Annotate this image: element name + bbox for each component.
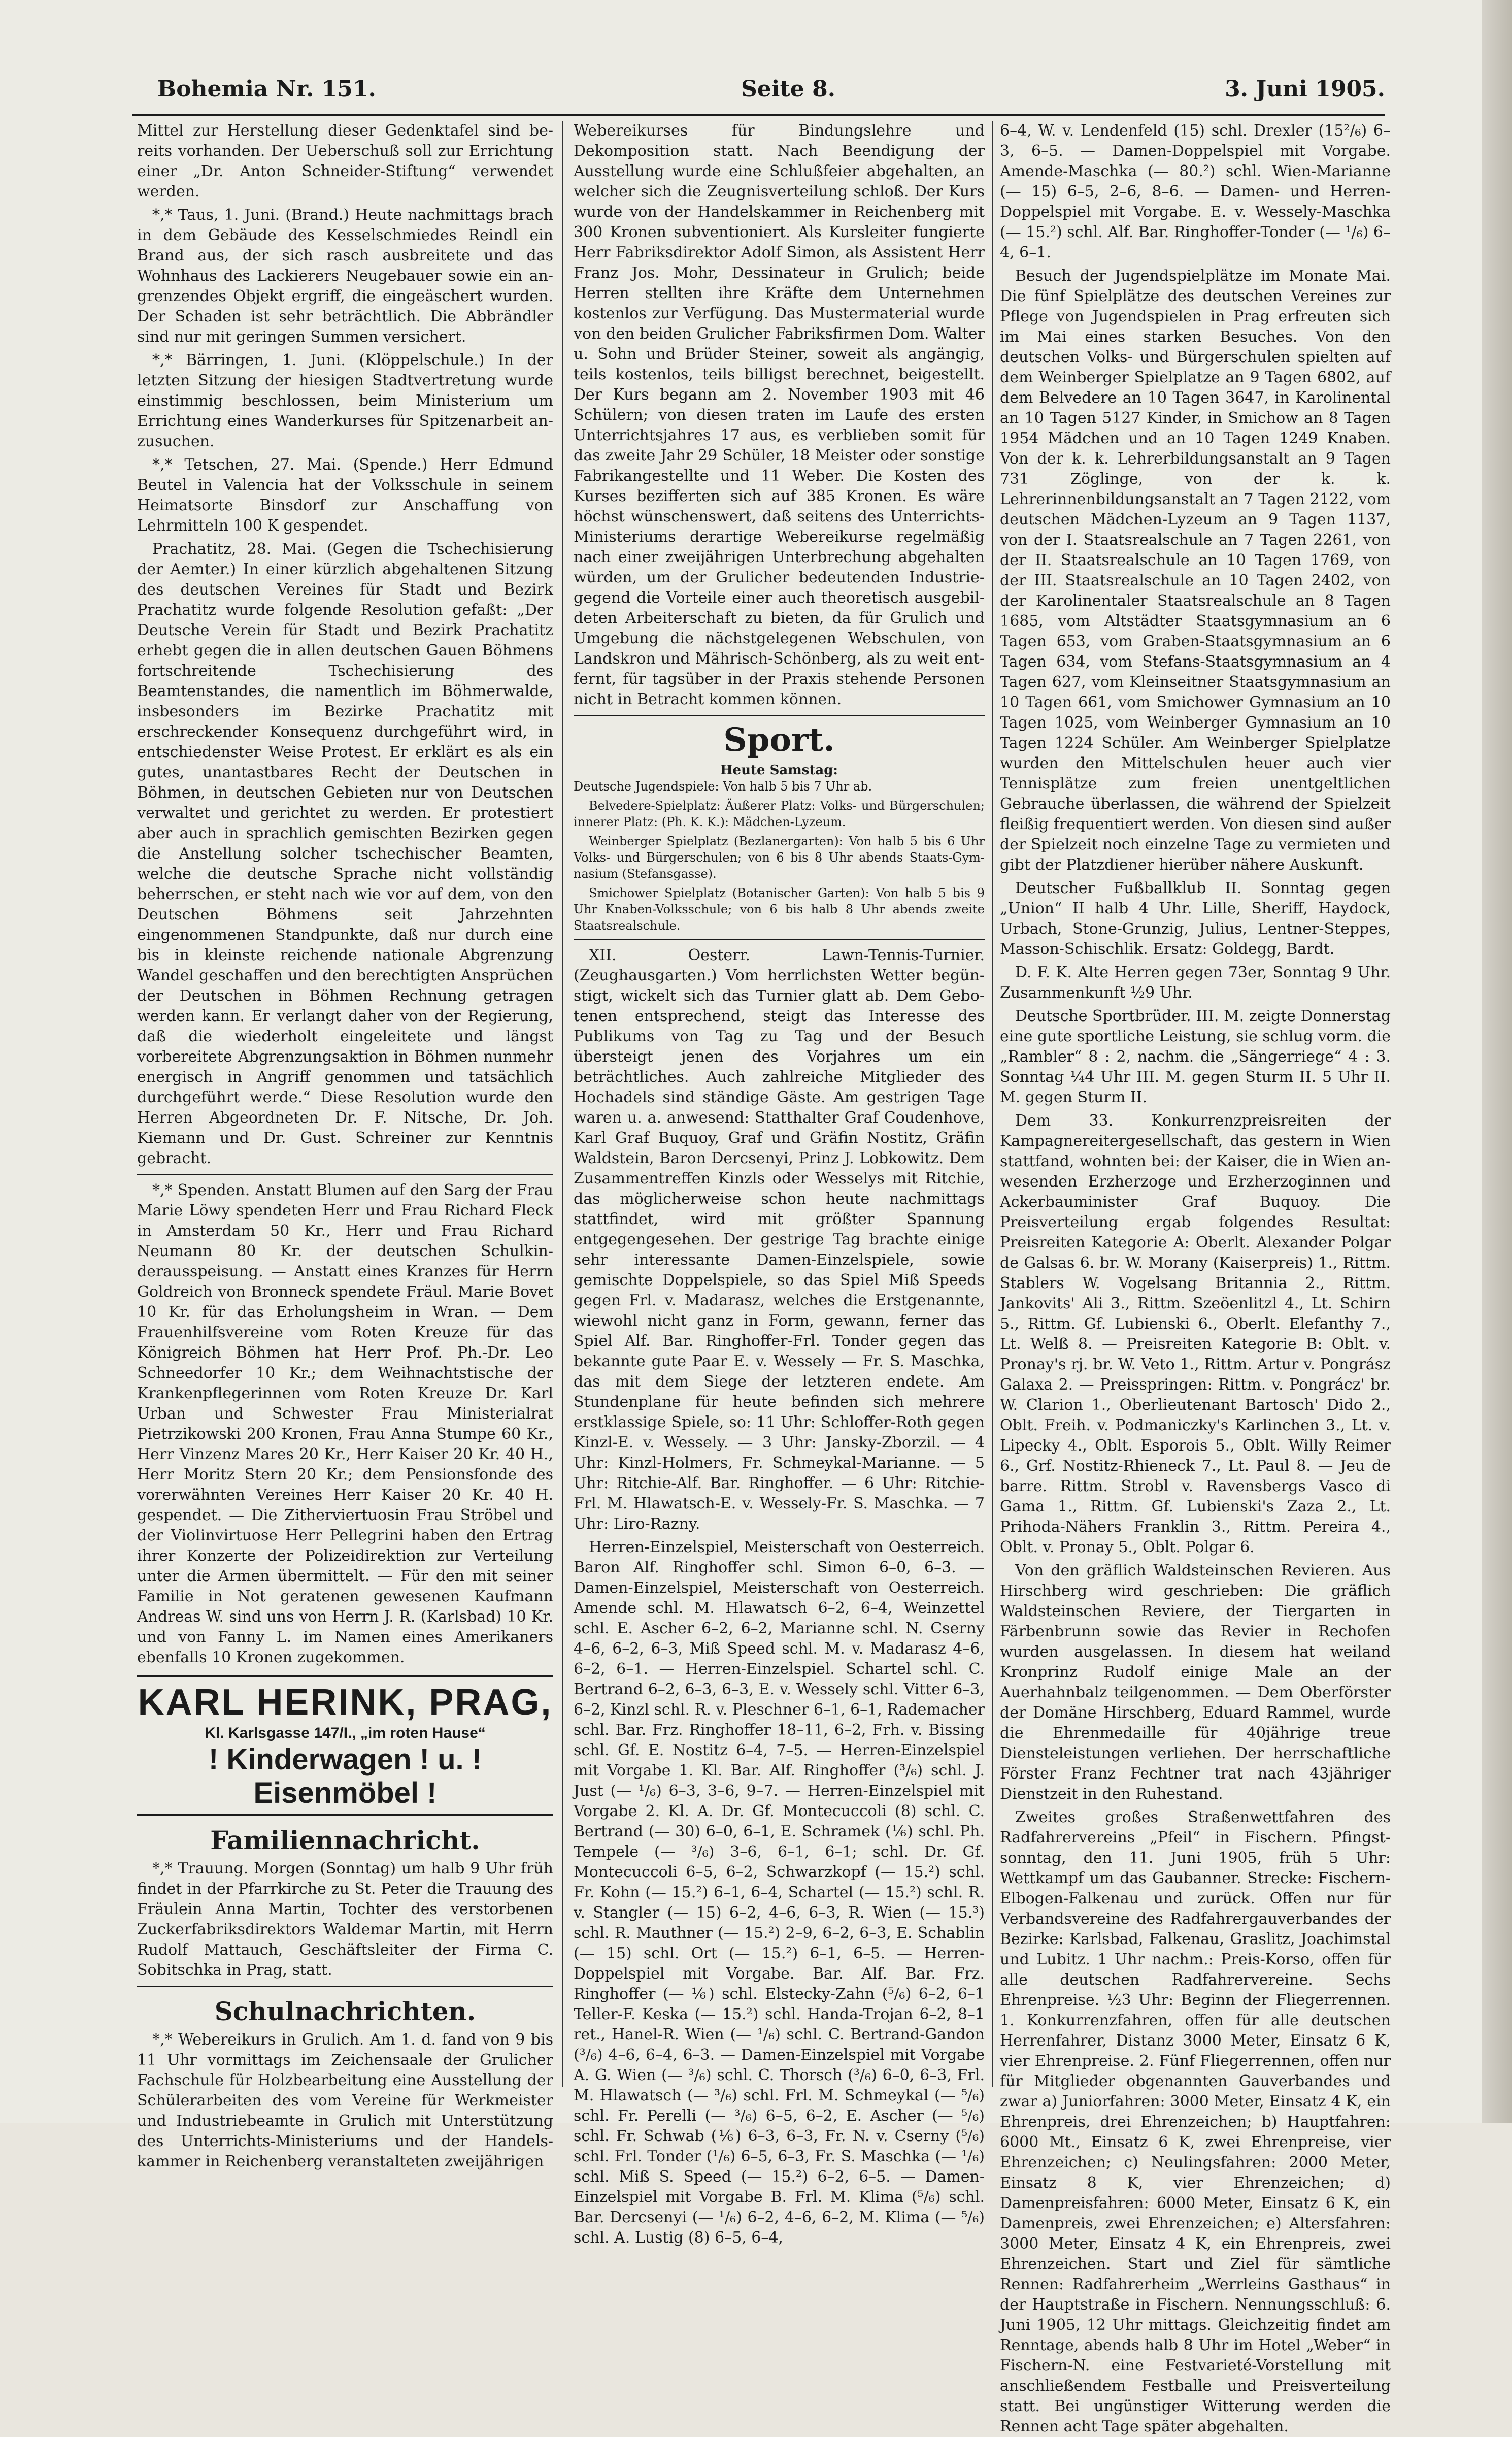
article-paragraph: *,* Tetschen, 27. Mai. (Spende.) Herr Edmund Beutel in Valencia hat der Volksschule in seinem Heimatsorte Binsdorf zur Anschaffung von Lehrmitteln 100 K gespendet.	[137, 456, 553, 535]
article-paragraph: *,* Spenden. Anstatt Blumen auf den Sarg der Frau Marie Löwy spendeten Herr und Frau Richard Fleck in Amsterdam 50 Kr., Herr und Frau Richard Neumann 80 Kr. der deutschen Schulkinderausspeisung. — Anstatt eines Kranzes für Herrn Goldreich von Bronneck spendete Fräul. Marie Bovet 10 Kr. für das Erholungsheim in Wran. — Dem Frauenhilfsvereine vom Roten Kreuze für das Königreich Böhmen hat Herr Prof. Ph.-Dr. Leo Schneedorfer 10 Kr.; dem Weihnachtstische der Krankenpflegerinnen vom Roten Kreuze Dr. Karl Urban und Schwester Frau Ministerialrat Pietrzikowski 200 Kronen, Frau Anna Stumpe 60 Kr., Herr Vinzenz Mares 20 Kr., Herr Kaiser 20 Kr. 40 H., Herr Moritz Stern 20 Kr.; dem Pensionsfonde des vorerwähnten Vereines Herr Kaiser 20 Kr. 40 H. gespendet. — Die Zitherviertuosin Frau Ströbel und der Violinvirtuose Herr Pellegrini haben den Ertrag ihrer Konzerte der Polizeidirektion zur Verteilung unter die Armen übermittelt. — Für den mit seiner Familie in Not geratenen gewesenen Kaufmann Andreas W. sind uns von Herrn J. R. (Karlsbad) 10 Kr. und von Fanny L. im Namen eines Amerikaners ebenfalls 10 Kronen zugekommen.	[137, 1181, 553, 1666]
sport-notice: Belvedere-Spielplatz: Äußerer Platz: Volks- und Bürgerschulen; innerer Platz: (Ph. K. K.): Mädchen-Lyzeum.	[574, 799, 985, 829]
article-paragraph: D. F. K. Alte Herren gegen 73er, Sonntag 9 Uhr. Zusammenkunft ½9 Uhr.	[1000, 964, 1391, 1002]
section-rule	[574, 939, 985, 940]
ad-company-name: KARL HERINK, PRAG,	[138, 1682, 553, 1723]
article-paragraph: Webereikurses für Bindungslehre und Dekomposition statt. Nach Beendigung der Ausstellung wurde eine Schlußfeier abgehalten, an welcher sich die Zeugnisverteilung schloß. Der Kurs wurde von der Handelskammer in Reichenberg mit 300 Kronen subventioniert. Als Kursleiter fungierte Herr Fabriksdirektor Adolf Simon, als Assistent Herr Franz Jos. Mohr, Dessinateur in Grulich; beide Herren stellten ihre Kräfte dem Unternehmen kostenlos zur Verfügung. Das Mustermaterial wurde von den beiden Grulicher Fabriksfirmen Dom. Walter u. Sohn und Brüder Steiner, soweit als angängig, teils kostenlos, teils billigst berechnet, beigestellt. Der Kurs begann am 2. November 1903 mit 46 Schülern; von diesen traten im Laufe des ersten Unterrichtsjahres 17 aus, es verblieben somit für das zweite Jahr 29 Schüler, 18 Meister oder sonstige Fabrikangestellte und 11 Weber. Die Kosten des Kurses bezifferten sich auf 385 Kronen. Es wäre höchst wünschenswert, daß seitens des Unterrichts-Ministeriums derartige Webereikurse regelmäßig nach einer zweijährigen Unterbrechung abgehalten würden, um der Grulicher bedeutenden Industriegegend die Vorteile einer auch theoretisch ausgebildeten Arbeiterschaft zu bieten, da für Grulich und Umgebung die nächstgelegenen Webschulen, von Landskron und Mährisch-Schönberg, als zu weit entfernt, für tagsüber in der Praxis stehende Personen nicht in Betracht kommen können.	[574, 122, 985, 708]
page-header	[147, 76, 1385, 112]
article-paragraph: Zweites großes Straßenwettfahren des Radfahrervereins „Pfeil“ in Fischern. Pfingstsonntag, den 11. Juni 1905, früh 5 Uhr: Wettkampf um das Gaubanner. Strecke: Fischern-Elbogen-Falkenau und zurück. Offen nur für Verbandsvereine des Radfahrergauverbandes der Bezirke: Karlsbad, Falkenau, Graslitz, Joachimstal und Lubitz. 1 Uhr nachm.: Preis-Korso, offen für alle deutschen Radfahrervereine. Sechs Ehrenpreise. ½3 Uhr: Beginn der Fliegerrennen. 1. Konkurrenzfahren, offen für alle deutschen Herrenfahrer, Distanz 3000 Meter, Einsatz 6 K, vier Ehrenpreise. 2. Fünf Fliegerrennen, offen nur für Mitglieder obgenannten Gauverbandes und zwar a) Juniorfahren: 3000 Meter, Einsatz 4 K, ein Ehrenpreis, drei Ehrenzeichen; b) Hauptfahren: 6000 Mt., Einsatz 6 K, zwei Ehrenpreise, vier Ehrenzeichen; c) Neulingsfahren: 2000 Meter, Einsatz 8 K, vier Ehrenzeichen; d) Damenpreisfahren: 6000 Meter, Einsatz 6 K, ein Damenpreis, zwei Ehrenzeichen; e) Altersfahren: 3000 Meter, Einsatz 4 K, ein Ehrenpreis, zwei Ehrenzeichen. Start und Ziel für sämtliche Rennen: Radfahrerheim „Werrleins Gasthaus“ in der Hauptstraße in Fischern. Nennungsschluß: 6. Juni 1905, 12 Uhr mittags. Gleichzeitig findet am Renntage, abends halb 8 Uhr im Hotel „Weber“ in Fischern-N. eine Festvarieté-Vorstellung mit anschließendem Festballe und Preisverteilung statt. Bei ungünstiger Witterung werden die Rennen acht Tage später abgehalten.	[1000, 1808, 1391, 2435]
sport-notice: Deutsche Jugendspiele: Von halb 5 bis 7 Uhr ab.	[574, 779, 872, 794]
article-paragraph: Prachatitz, 28. Mai. (Gegen die Tschechisierung der Aemter.) In einer kürzlich abgehaltenen Sitzung des deutschen Vereines für Stadt und Bezirk Prachatitz wurde folgende Resolution gefaßt: „Der Deutsche Verein für Stadt und Bezirk Prachatitz erhebt gegen die in allen deutschen Gauen Böhmens fortschreitende Tschechisierung des Beamtenstandes, die namentlich im Böhmerwalde, insbesonders im Bezirke Prachatitz mit erschreckender Konsequenz durchgeführt wird, in entschiedenster Weise Protest. Er erklärt es als ein gutes, unantastbares Recht der Deutschen in Böhmen, in deutschen Gebieten nur von Deutschen verwaltet und gerichtet zu werden. Er protestiert aber auch in sprachlich gemischten Bezirken gegen die Anstellung solcher tschechischer Beamten, welche die deutsche Sprache nicht vollständig beherrschen, er steht nach wie vor auf dem, von den Deutschen Böhmens seit Jahrzehnten eingenommenen Standpunkte, daß nur durch eine bis in kleinste reichende nationale Abgrenzung Wandel geschaffen und den berechtigten Ansprüchen der Deutschen in Böhmen Rechnung getragen werden kann. Er verlangt daher von der Regierung, daß die wiederholt eingeleitete und längst vorbereitete Abgrenzungsaktion in Böhmen nunmehr energisch in Angriff genommen und tatsächlich durchgeführt werde.“ Diese Resolution wurde den Herren Abgeordneten Dr. F. Nitsche, Dr. Joh. Kiemann und Dr. Gust. Schreiner zur Kenntnis gebracht.	[137, 540, 553, 1167]
article-paragraph: *,* Trauung. Morgen (Sonntag) um halb 9 Uhr früh findet in der Pfarrkirche zu St. Peter die Trauung des Fräulein Anna Martin, Tochter des verstorbenen Zuckerfabriksdirektors Waldemar Martin, mit Herrn Rudolf Mattauch, Geschäftsleiter der Firma C. Sobitschka in Prag, statt.	[137, 1860, 553, 1979]
page-number: Seite 8.	[741, 76, 836, 102]
article-paragraph: *,* Webereikurs in Grulich. Am 1. d. fand von 9 bis 11 Uhr vormittags im Zeichensaale der Grulicher Fachschule für Holzbearbeitung eine Ausstellung der Schülerarbeiten des vom Vereine für Werkmeister und Industriebeamte in Grulich mit Unterstützung des Unterrichts-Ministeriums und der Handelskammer in Reichenberg veranstalteten zweijährigen	[137, 2031, 553, 2170]
article-paragraph: Mittel zur Herstellung dieser Gedenktafel sind bereits vorhanden. Der Ueberschuß soll zur Errichtung einer „Dr. Anton Schneider-Stiftung“ verwendet werden.	[137, 122, 553, 201]
advertisement	[137, 1675, 553, 1816]
sport-subheading: Heute Samstag:	[720, 763, 838, 778]
article-paragraph: Dem 33. Konkurrenzpreisreiten der Kampagnereitergesellschaft, das gestern in Wien stattfand, wohnten bei: der Kaiser, die in Wien anwesenden Erzherzoge und Erzherzoginnen und Ackerbauminister Graf Buquoy. Die Preisverteilung ergab folgendes Resultat: Preisreiten Kategorie A: Oberlt. Alexander Polgar de Galsas 6. br. W. Morany (Kaiserpreis) 1., Rittm. Stablers W. Vogelsang Britannia 2., Rittm. Jankovits' Ali 3., Rittm. Szeöenlitzl 4., Lt. Schirn 5., Rittm. Gf. Lubienski 6., Oberlt. Elefanthy 7., Lt. Welß 8. — Preisreiten Kategorie B: Oblt. v. Pronay's rj. br. W. Veto 1., Rittm. Artur v. Pongrász Galaxa 2. — Preisspringen: Rittm. v. Pongrácz' br. W. Clarion 1., Oberlieutenant Bartosch' Dido 2., Oblt. Freih. v. Podmaniczky's Karlinchen 3., Lt. v. Lipecky 4., Oblt. Esporois 5., Oblt. Willy Reimer 6., Grf. Nostitz-Rhieneck 7., Lt. Paul 8. — Jeu de barre. Rittm. Strobl v. Ravensbergs Vasco di Gama 1., Rittm. Gf. Lubienski's Zaza 2., Lt. Prihoda-Nähers Franklin 3., Rittm. Pereira 4., Oblt. v. Pronay 5., Oblt. Polgar 6.	[1000, 1112, 1391, 1556]
header-rule	[132, 114, 1385, 116]
newspaper-title: Bohemia Nr. 151.	[157, 76, 376, 102]
column-3	[1000, 121, 1391, 2435]
section-heading-family: Familiennachricht.	[210, 1825, 480, 1855]
article-paragraph: Deutsche Sportbrüder. III. M. zeigte Donnerstag eine gute sportliche Leistung, sie schlug vorm. die „Rambler“ 8 : 2, nachm. die „Sängerriege“ 4 : 3. Sonntag ¼4 Uhr III. M. gegen Sturm II. 5 Uhr II. M. gegen Sturm II.	[1000, 1007, 1391, 1106]
issue-date: 3. Juni 1905.	[1225, 76, 1385, 102]
article-paragraph: Herren-Einzelspiel, Meisterschaft von Oesterreich. Baron Alf. Ringhoffer schl. Simon 6–0, 6–3. — Damen-Einzelspiel, Meisterschaft von Oesterreich. Amende schl. M. Hlawatsch 6–2, 6–4, Weinzettel schl. E. Ascher 6–2, 6–2, Marianne schl. N. Cserny 4–6, 6–2, 6–3, Miß Speed schl. M. v. Madarasz 4–6, 6–2, 6–1. — Herren-Einzelspiel. Schartel schl. C. Bertrand 6–2, 6–3, 6–3, E. v. Wessely schl. Vitter 6–3, 6–2, Kinzl schl. R. v. Pleschner 6–1, 6–1, Rademacher schl. Bar. Frz. Ringhoffer 18–11, 6–2, Frh. v. Bissing schl. Gf. E. Nostitz 6–4, 7–5. — Herren-Einzelspiel mit Vorgabe 1. Kl. Bar. Alf. Ringhoffer (³/₆) schl. J. Just (— ¹/₆) 6–3, 3–6, 9–7. — Herren-Einzelspiel mit Vorgabe 2. Kl. A. Dr. Gf. Montecuccoli (8) schl. C. Bertrand (— 30) 6–0, 6–1, E. Schramek (⅙) schl. Ph. Tempele (— ³/₆) 3–6, 6–1, 6–1; schl. Dr. Gf. Montecuccoli 6–5, 6–2, Schwarzkopf (— 15.²) schl. Fr. Kohn (— 15.²) 6–1, 6–4, Schartel (— 15.²) schl. R. v. Stangler (— 15) 6–2, 4–6, 6–3, R. Wien (— 15.³) schl. R. Mauthner (— 15.²) 2–9, 6–2, 6–3, E. Schablin (— 15) schl. Ort (— 15.²) 6–1, 6–5. — Herren-Doppelspiel mit Vorgabe. Bar. Alf. Bar. Frz. Ringhoffer (— ⅙) schl. Elstecky-Zahn (⁵/₆) 6–2, 6–1 Teller-F. Keska (— 15.²) schl. Handa-Trojan 6–2, 8–1 ret., Hanel-R. Wien (— ¹/₆) schl. C. Bertrand-Gandon (³/₆) 4–6, 6–4, 6–3. — Damen-Einzelspiel mit Vorgabe A. G. Wien (— ³/₆) schl. C. Thorsch (³/₆) 6–0, 6–3, Frl. M. Hlawatsch (— ³/₆) schl. Frl. M. Schmeykal (— ⁵/₆) schl. Fr. Perelli (— ³/₆) 6–5, 6–2, E. Ascher (— ⁵/₆) schl. Fr. Schwab (⅙) 6–3, 6–3, Fr. N. v. Cserny (⁵/₆) schl. Frl. Tonder (¹/₆) 6–5, 6–3, Fr. S. Maschka (— ¹/₆) schl. Miß S. Speed (— 15.²) 6–2, 6–5. — Damen-Einzelspiel mit Vorgabe B. Frl. M. Klima (⁵/₆) schl. Bar. Dercsenyi (— ¹/₆) 6–2, 4–6, 6–2, M. Klima (— ⁵/₆) schl. A. Lustig (8) 6–5, 6–4,	[574, 1538, 985, 2247]
article-paragraph: Deutscher Fußballklub II. Sonntag gegen „Union“ II halb 4 Uhr. Lille, Sheriff, Haydock, Urbach, Stone-Grunzig, Julius, Lentner-Steppes, Masson-Schischlik. Ersatz: Goldegg, Bardt.	[1000, 879, 1391, 958]
column-divider	[562, 121, 563, 2087]
scan-edge	[1482, 0, 1512, 2123]
column-2	[574, 121, 985, 2247]
section-rule	[574, 715, 985, 716]
article-paragraph: 6–4, W. v. Lendenfeld (15) schl. Drexler (15²/₆) 6–3, 6–5. — Damen-Doppelspiel mit Vorgabe. Amende-Maschka (— 80.²) schl. Wien-Marianne (— 15) 6–5, 2–6, 8–6. — Damen- und Herren-Doppelspiel mit Vorgabe. E. v. Wessely-Maschka (— 15.²) schl. Alf. Bar. Ringhoffer-Tonder (— ¹/₆) 6–4, 6–1.	[1000, 122, 1391, 261]
ad-slogan: ! Kinderwagen ! u. ! Eisenmöbel !	[208, 1743, 482, 1809]
column-1	[137, 121, 553, 2170]
section-heading-school: Schulnachrichten.	[214, 1996, 476, 2026]
article-paragraph: Besuch der Jugendspielplätze im Monate Mai. Die fünf Spielplätze des deutschen Vereines zur Pflege von Jugendspielen in Prag erfreuten sich im Mai eines starken Besuches. Von den deutschen Volks- und Bürgerschulen spielten auf dem Weinberger Spielplatze an 9 Tagen 6802, auf dem Belvedere an 10 Tagen 3647, in Karolinental an 10 Tagen 5127 Kinder, in Smichow an 8 Tagen 1954 Mädchen und an 10 Tagen 1249 Knaben. Von der k. k. Lehrerbildungsanstalt an 9 Tagen 731 Zöglinge, von der k. k. Lehrerinnenbildungsanstalt an 7 Tagen 2122, vom deutschen Mädchen-Lyzeum an 9 Tagen 1137, von der I. Staatsrealschule an 7 Tagen 2261, von der II. Staatsrealschule an 10 Tagen 1769, von der III. Staatsrealschule an 10 Tagen 2402, von der Karolinentaler Staatsrealschule an 8 Tagen 1685, vom Altstädter Staatsgymnasium an 6 Tagen 653, vom Graben-Staatsgymnasium an 6 Tagen 634, vom Stefans-Staatsgymnasium an 4 Tagen 627, vom Kleinseitner Staatsgymnasium an 10 Tagen 661, vom Smichower Gymnasium an 10 Tagen 1025, vom Weinberger Gymnasium an 10 Tagen 1224 Schüler. Am Weinberger Spielplatze wurden den Mittelschulen heuer auch vier Tennisplätze zum freien unentgeltlichen Gebrauche überlassen, die während der Spielzeit fleißig frequentiert werden. Von diesen sind außer der Spielzeit noch einzelne Tage zu vermieten und gibt der Platzdiener hierüber nähere Auskunft.	[1000, 267, 1391, 874]
article-paragraph: *,* Taus, 1. Juni. (Brand.) Heute nachmittags brach in dem Gebäude des Kesselschmiedes Reindl ein Brand aus, der sich rasch ausbreitete und das Wohnhaus des Lackierers Neugebauer sowie ein angrenzendes Objekt ergriff, die eingeäschert wurden. Der Schaden ist sehr beträchtlich. Die Abbrändler sind nur mit geringen Summen versichert.	[137, 206, 553, 346]
section-rule	[137, 1174, 553, 1175]
article-paragraph: XII. Oesterr. Lawn-Tennis-Turnier. (Zeughausgarten.) Vom herrlichsten Wetter begünstigt, wickelt sich das Turnier glatt ab. Dem Gebotenen entsprechend, steigt das Interesse des Publikums von Tag zu Tag und der Besuch übersteigt jenen des Vorjahres um ein beträchtliches. Auch zahlreiche Mitglieder des Hochadels sind ständige Gäste. Am gestrigen Tage waren u. a. anwesend: Statthalter Graf Coudenhove, Karl Graf Buquoy, Graf und Gräfin Nostitz, Gräfin Waldstein, Baron Dercsenyi, Prinz J. Lobkowitz. Dem Zusammentreffen Kinzls oder Wesselys mit Ritchie, das möglicherweise schon heute nachmittags stattfindet, wird mit größter Spannung entgegengesehen. Der gestrige Tag brachte einige sehr interessante Damen-Einzelspiele, sowie gemischte Doppelspiele, so das Spiel Miß Speeds gegen Frl. v. Madarasz, welches die Erstgenannte, wiewohl nicht ganz in Form, gewann, ferner das Spiel Alf. Bar. Ringhoffer-Frl. Tonder gegen das bekannte gute Paar E. v. Wessely — Fr. S. Maschka, das mit dem Siege der letzteren endete. Am Stundenplane für heute befinden sich mehrere erstklassige Spiele, so: 11 Uhr: Schloffer-Roth gegen Kinzl-E. v. Wessely. — 3 Uhr: Jansky-Zborzil. — 4 Uhr: Kinzl-Holmers, Fr. Schmeykal-Marianne. — 5 Uhr: Ritchie-Alf. Bar. Ringhoffer. — 6 Uhr: Ritchie-Frl. M. Hlawatsch-E. v. Wessely-Fr. S. Maschka. — 7 Uhr: Liro-Razny.	[574, 946, 985, 1533]
sport-notice: Smichower Spielplatz (Botanischer Garten): Von halb 5 bis 9 Uhr Knaben-Volksschule; von 6 bis halb 8 Uhr abends zweite Staatsrealschule.	[574, 886, 985, 933]
article-paragraph: *,* Bärringen, 1. Juni. (Klöppelschule.) In der letzten Sitzung der hiesigen Stadtvertretung wurde einstimmig beschlossen, beim Ministerium um Errichtung eines Wanderkurses für Spitzenarbeit anzusuchen.	[137, 351, 553, 450]
section-rule	[137, 1986, 553, 1987]
column-divider	[992, 121, 993, 2087]
article-paragraph: Von den gräflich Waldsteinschen Revieren. Aus Hirschberg wird geschrieben: Die gräflich Waldsteinschen Reviere, der Tiergarten in Färbenbrunn sowie das Revier in Rechofen wurden ausgelassen. In diesem hat weiland Kronprinz Rudolf einige Male an der Auerhahnbalz teilgenommen. — Dem Oberförster der Domäne Hirschberg, Eduard Rammel, wurde die Ehrenmedaille für 40jährige treue Diensteleistungen verliehen. Der herrschaftliche Förster Franz Fechtner trat nach 43jähriger Dienstzeit in den Ruhestand.	[1000, 1562, 1391, 1803]
sport-notice: Weinberger Spielplatz (Bezlanergarten): Von halb 5 bis 6 Uhr Volks- und Bürgerschulen; von 6 bis 8 Uhr abends Staats-Gymnasium (Stefansgasse).	[574, 834, 985, 881]
section-heading-sport: Sport.	[723, 721, 835, 759]
ad-address: Kl. Karlsgasse 147/I., „im roten Hause“	[205, 1725, 486, 1741]
